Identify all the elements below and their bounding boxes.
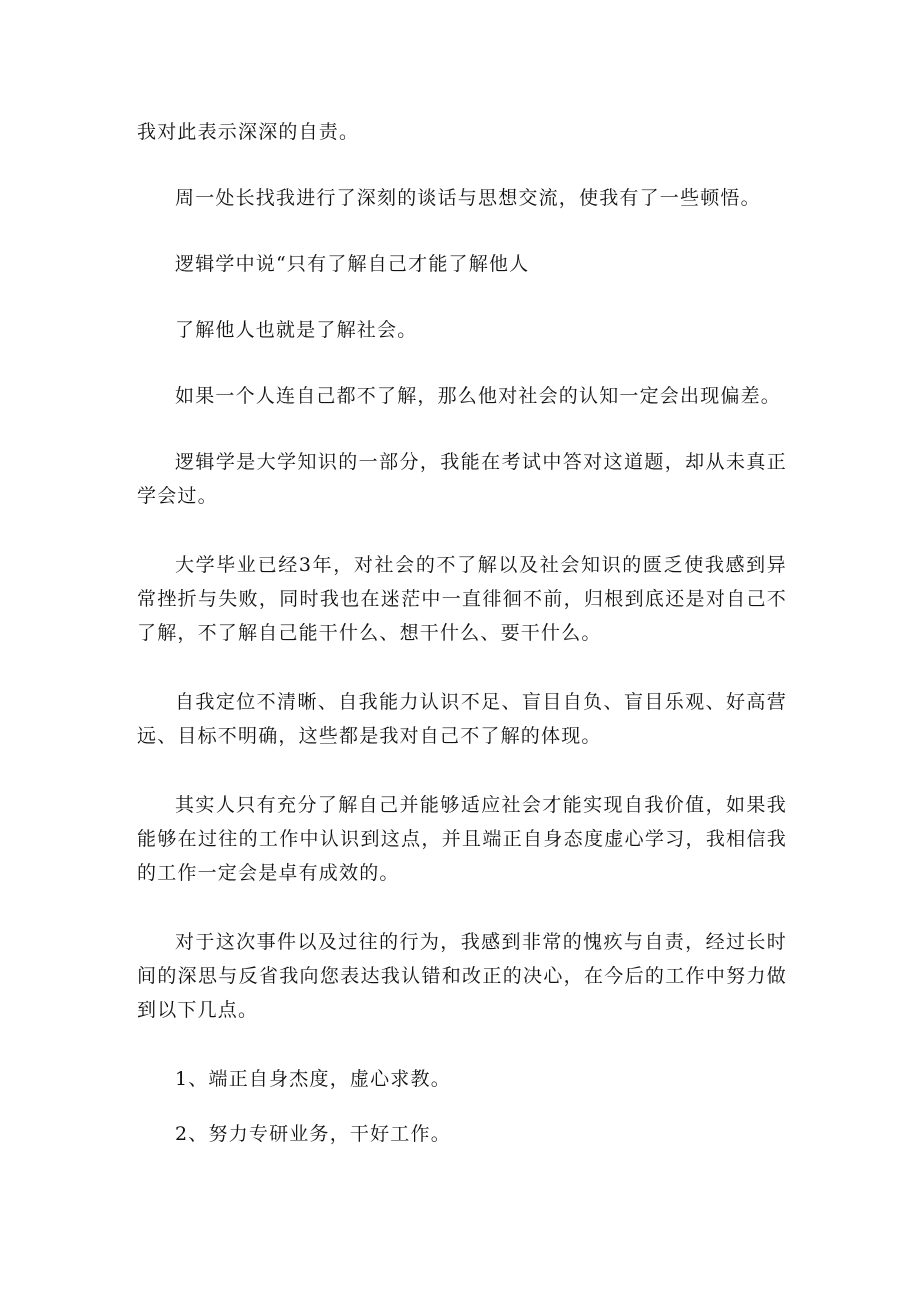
paragraph: 大学毕业已经3年，对社会的不了解以及社会知识的匮乏使我感到异常挫折与失败，同时我也在迷茫中一直徘徊不前，归根到底还是对自己不了解，不了解自己能干什么、想干什么、要干什么。: [137, 554, 787, 644]
paragraph: 其实人只有充分了解自己并能够适应社会才能实现自我价值，如果我能够在过往的工作中认识到这点，并且端正自身态度虚心学习，我相信我的工作一定会是卓有成效的。: [137, 794, 787, 884]
paragraph: 周一处长找我进行了深刻的谈话与思想交流，使我有了一些顿悟。: [175, 187, 761, 209]
paragraph: 了解他人也就是了解社会。: [175, 319, 418, 341]
paragraph: 如果一个人连自己都不了解，那么他对社会的认知一定会出现偏差。: [175, 385, 782, 407]
paragraph: 逻辑学是大学知识的一部分，我能在考试中答对这道题，却从未真正学会过。: [137, 451, 787, 507]
paragraph: 逻辑学中说“只有了解自己才能了解他人: [175, 253, 530, 275]
list-item: 1、端正自身杰度，虚心求教。: [175, 1068, 451, 1090]
paragraph: 自我定位不清晰、自我能力认识不足、盲目自负、盲目乐观、好高营远、目标不明确，这些都是我对自己不了解的体现。: [137, 691, 787, 747]
paragraph: 对于这次事件以及过往的行为，我感到非常的愧疚与自责，经过长时间的深思与反省我向您表达我认错和改正的决心，在今后的工作中努力做到以下几点。: [137, 931, 787, 1021]
list-item: 2、努力专研业务，干好工作。: [175, 1123, 451, 1145]
paragraph: 我对此表示深深的自责。: [137, 121, 360, 143]
